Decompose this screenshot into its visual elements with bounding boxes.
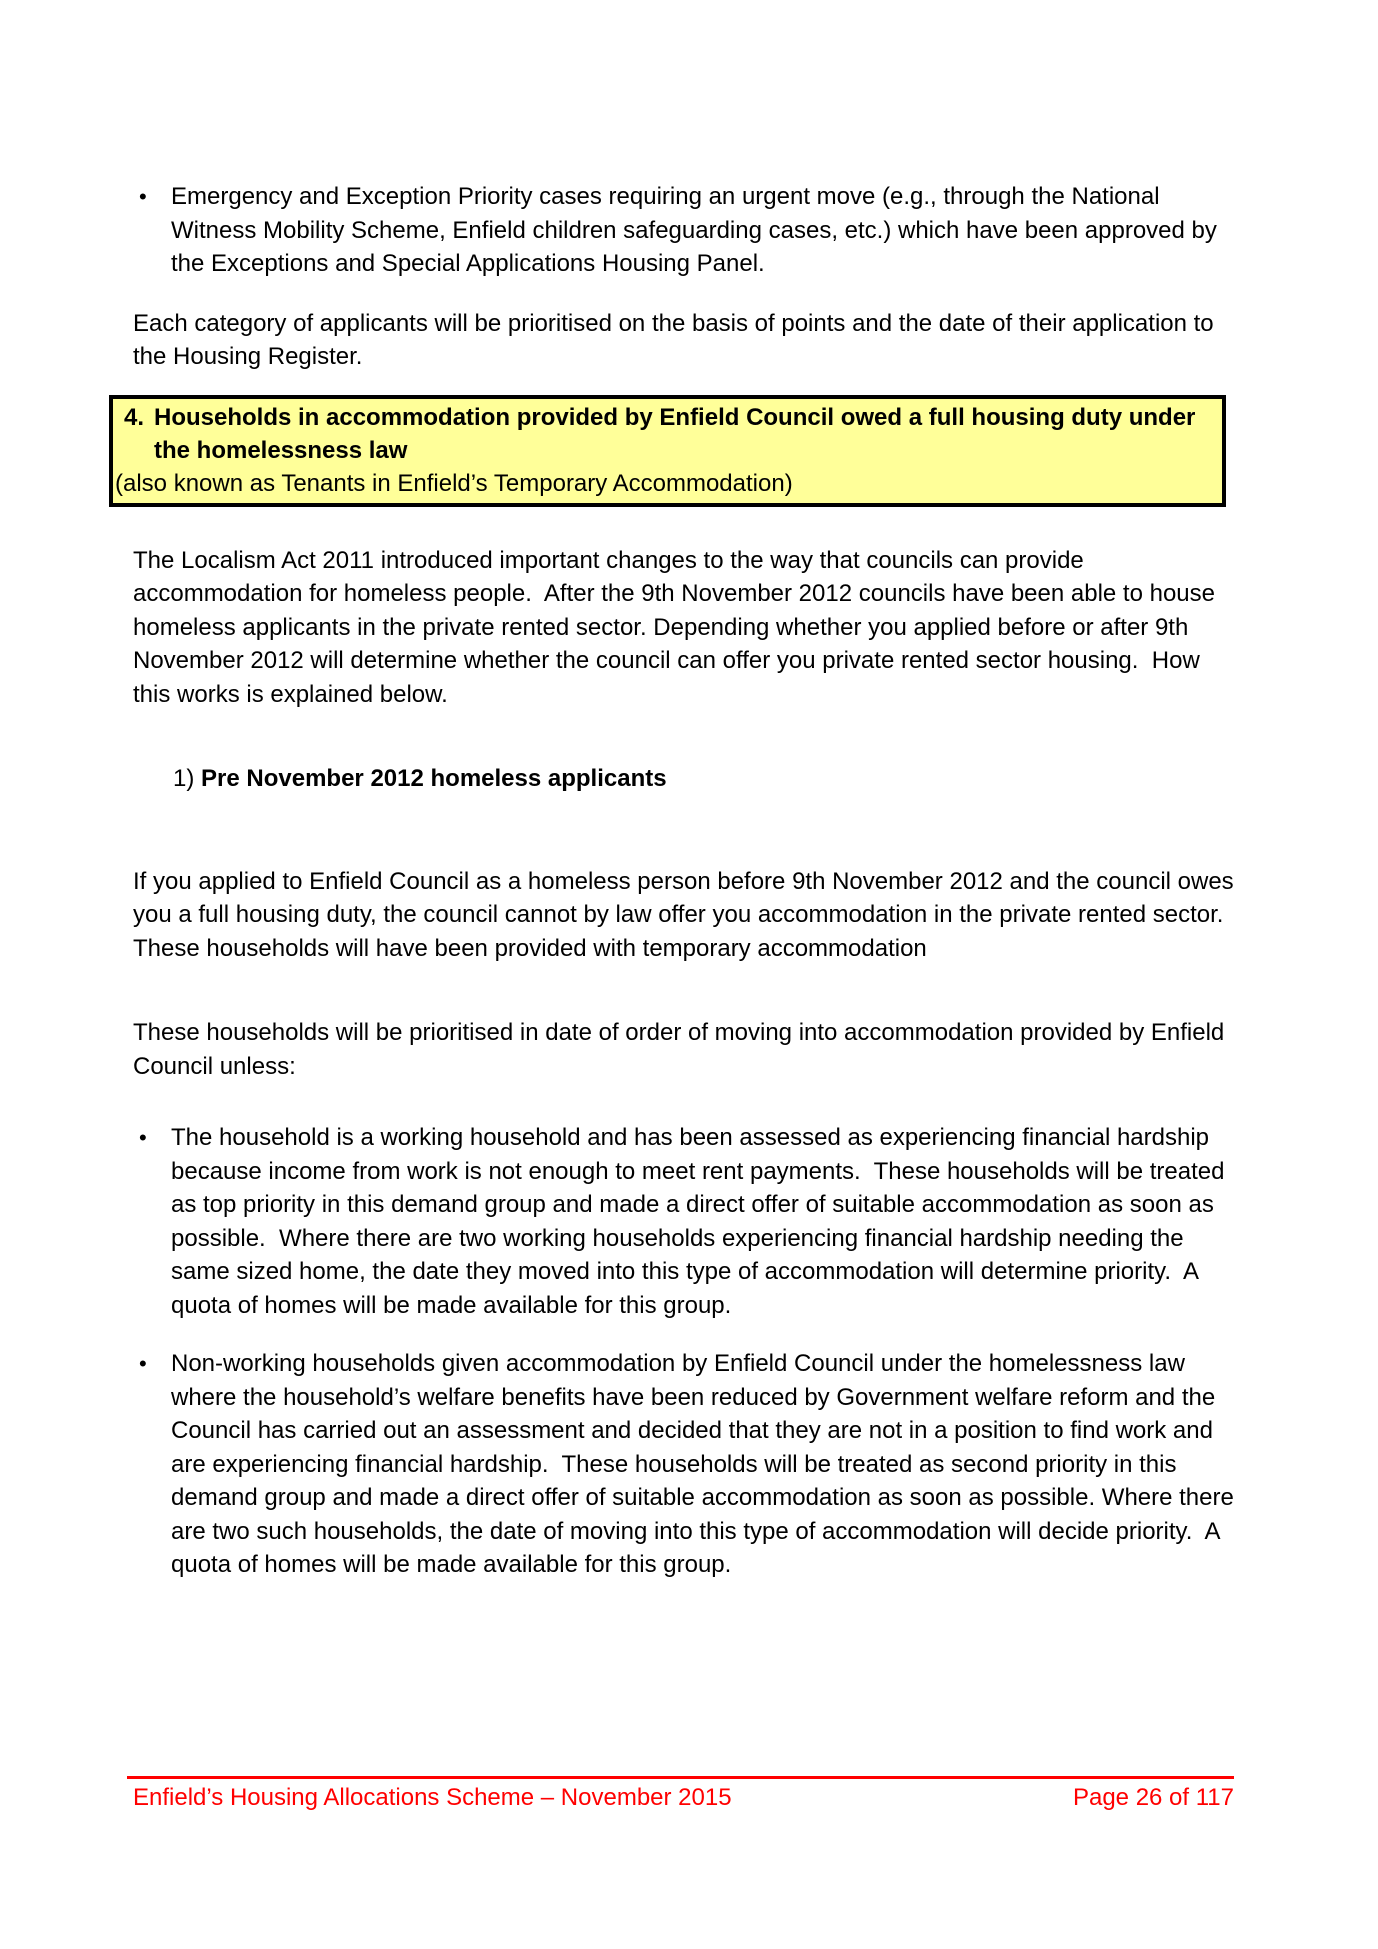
bullet-marker: • bbox=[139, 184, 147, 209]
bullet-item-working-households bbox=[133, 1121, 1243, 1322]
heading-pre-november-2012 bbox=[133, 728, 1243, 829]
intro-bullet-item bbox=[133, 180, 1243, 281]
bullet-text-working-households: The household is a working household and has been assessed as experiencing financial hardship because income from work is not enough to meet rent payments. These households will be treated as top priority in this demand group and made a direct offer of suitable accommodation as soon as possible. Where there are two working households experiencing financial hardship needing the same sized home, the date they moved into this type of accommodation will determine priority. A quota of homes will be made available for this group. bbox=[171, 1124, 1232, 1319]
section-number: 4. bbox=[124, 403, 145, 431]
footer-document-title: Enfield’s Housing Allocations Scheme – November 2015 bbox=[133, 1784, 732, 1811]
page-footer bbox=[133, 1783, 1234, 1813]
footer-divider-line bbox=[127, 1776, 1234, 1779]
section-subtitle: (also known as Tenants in Enfield’s Temporary Accommodation) bbox=[115, 469, 793, 497]
heading-prefix: 1) bbox=[173, 764, 202, 792]
section-title: Households in accommodation provided by Enfield Council owed a full housing duty under the homelessness law bbox=[154, 403, 1203, 464]
bullet-item-nonworking-households bbox=[133, 1347, 1243, 1582]
paragraph-each-category: Each category of applicants will be prioritised on the basis of points and the date of their application to the Housing Register. bbox=[133, 309, 1221, 370]
heading-bold-text: Pre November 2012 homeless applicants bbox=[201, 764, 667, 792]
section-heading-box bbox=[109, 395, 1226, 507]
intro-bullet-text: Emergency and Exception Priority cases requiring an urgent move (e.g., through the National Witness Mobility Scheme, Enfield children safeguarding cases, etc.) which have been approved by the Exceptions and Special Applications Housing Panel. bbox=[171, 183, 1224, 277]
paragraph-localism-act: The Localism Act 2011 introduced important changes to the way that councils can provide accommodation for homeless people. After the 9th November 2012 councils have been able to house homeless applicants in the private rented sector. Depending whether you applied before or after 9th November 2012 will determine whether the council can offer you private rented sector housing. How this works is explained below. bbox=[133, 546, 1222, 708]
paragraph-prioritised: These households will be prioritised in date of order of moving into accommodation provided by Enfield Council unless: bbox=[133, 1019, 1231, 1080]
bullet-text-nonworking-households: Non-working households given accommodation by Enfield Council under the homelessness law where the household’s welfare benefits have been reduced by Government welfare reform and the Council has carried out an assessment and decided that they are not in a position to find work and are experiencing financial hardship. These households will be treated as second priority in this demand group and made a direct offer of suitable accommodation as soon as possible. Where there are two such households, the date of moving into this type of accommodation will decide priority. A quota of homes will be made available for this group. bbox=[171, 1350, 1241, 1578]
footer-page-number: Page 26 of 117 bbox=[1072, 1784, 1234, 1811]
paragraph-if-applied: If you applied to Enfield Council as a homeless person before 9th November 2012 and the council owes you a full housing duty, the council cannot by law offer you accommodation in the private rented sector. These households will have been provided with temporary accommodation bbox=[133, 867, 1241, 962]
bullet-marker: • bbox=[139, 1125, 147, 1150]
bullet-marker: • bbox=[139, 1351, 147, 1376]
document-body bbox=[115, 180, 1243, 1582]
section-title-row bbox=[115, 401, 1214, 467]
